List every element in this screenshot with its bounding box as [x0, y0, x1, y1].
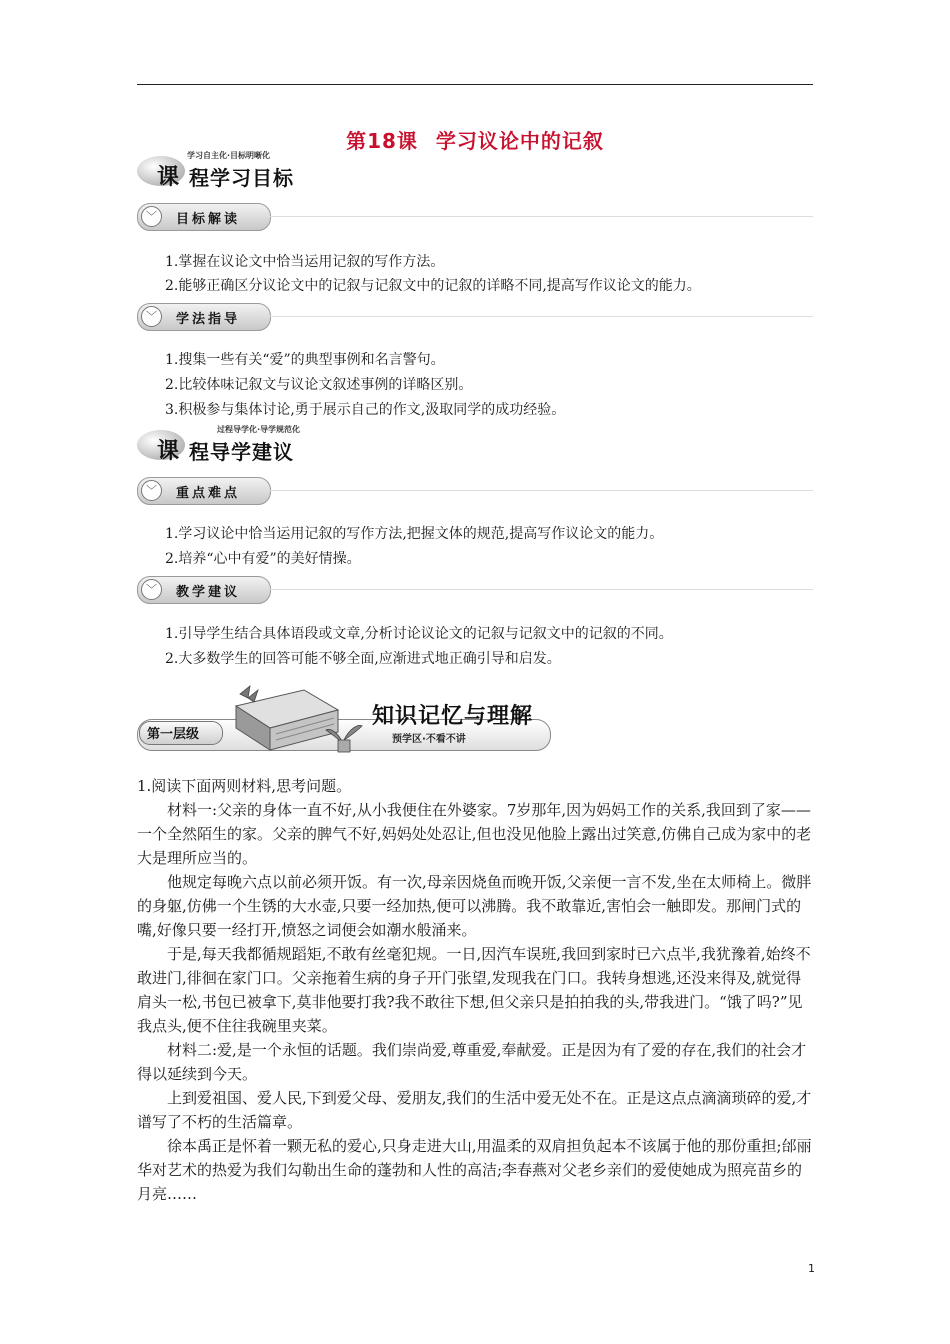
question-prompt: 1.阅读下面两则材料,思考问题。	[137, 777, 352, 795]
divider	[270, 589, 813, 590]
paragraph: 于是,每天我都循规蹈矩,不敢有丝毫犯规。一日,因汽车误班,我回到家时已六点半,我犹豫着,始终不敢进门,徘徊在家门口。父亲拖着生病的身子开门张望,发现我在门口。我转身想逃,还没来得及,就觉得肩头一松,书包已被拿下,莫非他要打我?我不敢往下想,但父亲只是拍拍我的头,带我进门。“饿了吗?”见我点头,便不住往我碗里夹菜。	[137, 945, 811, 1035]
chevron-down-icon: ﹀	[141, 206, 162, 227]
book-icon	[226, 684, 366, 754]
paragraph: 徐本禹正是怀着一颗无私的爱心,只身走进大山,用温柔的双肩担负起本不该属于他的那份重担;邰丽华对艺术的热爱为我们勾勒出生命的蓬勃和人性的高洁;李春燕对父老乡亲们的爱使她成为照亮苗乡的月亮……	[137, 1137, 812, 1203]
list-item: 2.培养“心中有爱”的美好情操。	[165, 551, 361, 567]
subheading-goals: ﹀ 目标解读	[137, 203, 271, 231]
list-item: 2.大多数学生的回答可能不够全面,应渐进式地正确引导和启发。	[165, 651, 561, 667]
chevron-down-icon: ﹀	[141, 480, 162, 501]
page-number: 1	[808, 1262, 815, 1275]
material-text	[137, 798, 813, 1206]
list-item: 1.掌握在议论文中恰当运用记叙的写作方法。	[165, 254, 445, 270]
list-item: 1.引导学生结合具体语段或文章,分析讨论议论文的记叙与记叙文中的记叙的不同。	[165, 626, 673, 642]
list-item: 1.学习议论中恰当运用记叙的写作方法,把握文体的规范,提高写作议论文的能力。	[165, 526, 664, 542]
paragraph: 材料二:爱,是一个永恒的话题。我们崇尚爱,尊重爱,奉献爱。正是因为有了爱的存在,我们的社会才得以延续到今天。	[137, 1041, 807, 1083]
divider	[270, 316, 813, 317]
header-rule	[137, 84, 813, 85]
paragraph: 上到爱祖国、爱人民,下到爱父母、爱朋友,我们的生活中爱无处不在。正是这点点滴滴琐碎的爱,才谱写了不朽的生活篇章。	[137, 1089, 812, 1131]
list-item: 3.积极参与集体讨论,勇于展示自己的作文,汲取同学的成功经验。	[165, 402, 566, 418]
list-item: 2.能够正确区分议论文中的记叙与记叙文中的记叙的详略不同,提高写作议论文的能力。	[165, 278, 701, 294]
subheading-teaching: ﹀ 教学建议	[137, 576, 271, 604]
section-banner-learning-goals: 学习自主化·目标明晰化 课 程学习目标	[137, 150, 307, 194]
section-banner-guidance: 过程导学化·导学规范化 课 程导学建议	[137, 424, 337, 468]
divider	[270, 216, 813, 217]
paragraph: 材料一:父亲的身体一直不好,从小我便住在外婆家。7岁那年,因为妈妈工作的关系,我回到了家——一个全然陌生的家。父亲的脾气不好,妈妈处处忍让,但也没见他脸上露出过笑意,仿佛自己成为家中的老大是理所应当的。	[137, 801, 812, 867]
page-title: 第18课 学习议论中的记叙	[346, 129, 604, 153]
subheading-key-points: ﹀ 重点难点	[137, 477, 271, 505]
chevron-down-icon: ﹀	[141, 579, 162, 600]
chevron-down-icon: ﹀	[141, 306, 162, 327]
list-item: 1.搜集一些有关“爱”的典型事例和名言警句。	[165, 352, 445, 368]
subheading-method: ﹀ 学法指导	[137, 303, 271, 331]
divider	[270, 490, 813, 491]
list-item: 2.比较体味记叙文与议论文叙述事例的详略区别。	[165, 377, 473, 393]
butterfly-icon	[240, 686, 258, 702]
paragraph: 他规定每晚六点以前必须开饭。有一次,母亲因烧鱼而晚开饭,父亲便一言不发,坐在太师椅上。微胖的身躯,仿佛一个生锈的大水壶,只要一经加热,便可以沸腾。我不敢靠近,害怕会一触即发。那闸门式的嘴,好像只要一经打开,愤怒之词便会如潮水般涌来。	[137, 873, 812, 939]
